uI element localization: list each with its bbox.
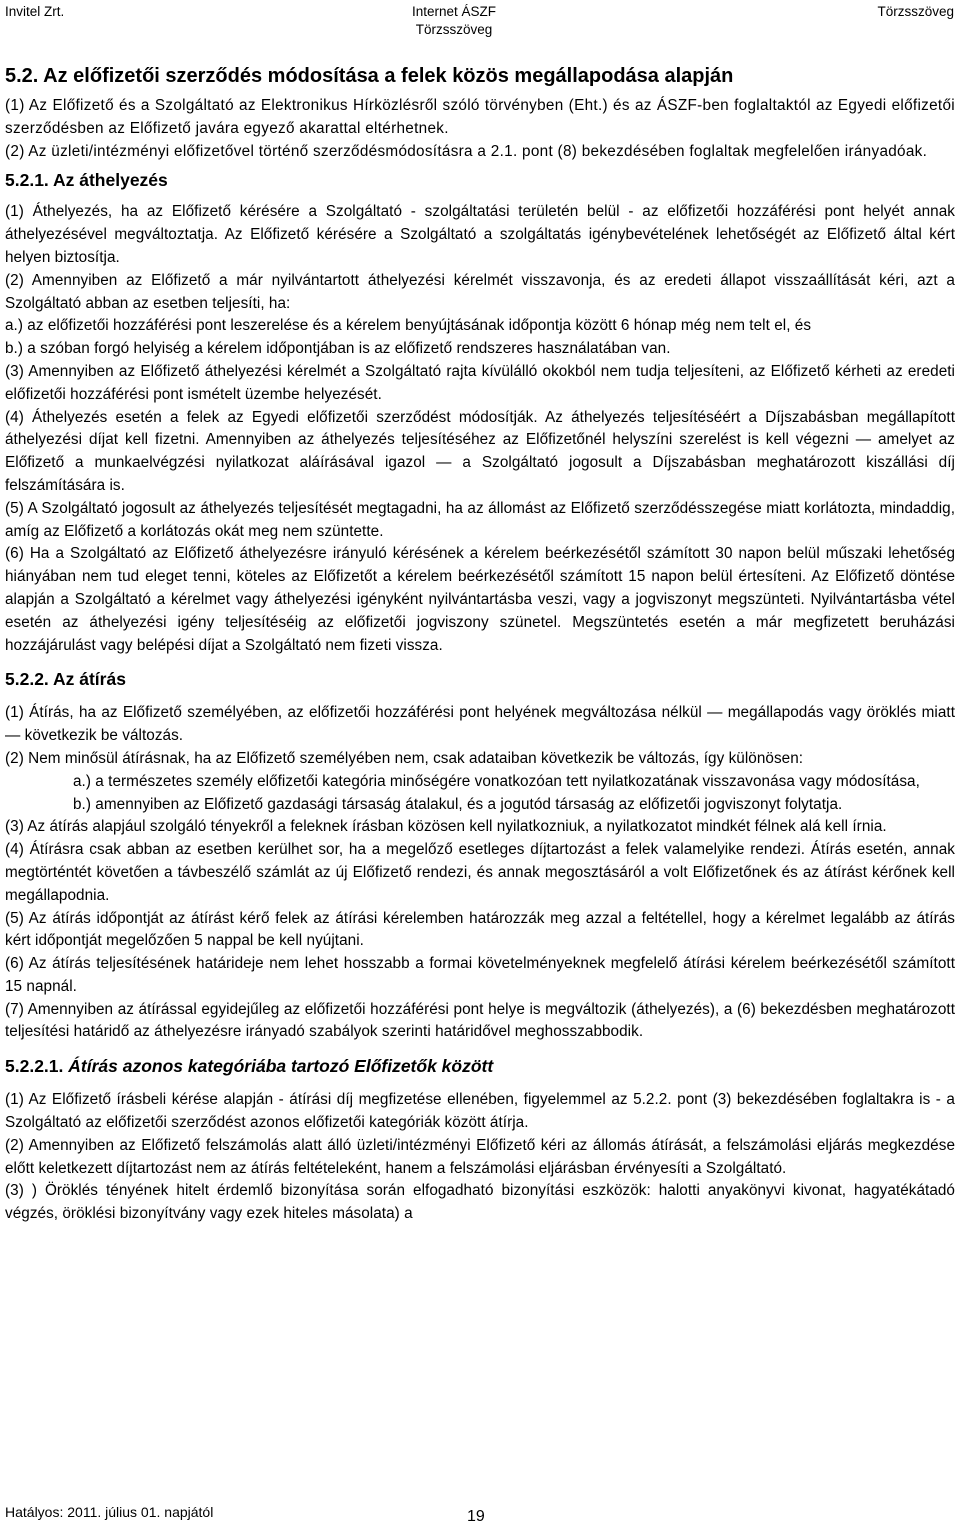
section-5-2-2-sub-item: a.) a természetes személy előfizetői kategória minőségére vonatkozóan tett nyilatkozatának visszavonása vagy módosítása, [73, 772, 920, 790]
section-5-2-2-paragraph: (7) Amennyiben az átírással egyidejűleg az előfizetői hozzáférési pont helye is megváltozik (áthelyezés), a (6) bekezdésben meghatározott teljesítési határidő az áthelyezésre irányadó szabályok szerinti határidővel meghosszabbodik. [5, 1000, 955, 1041]
section-5-2-2-paragraph: (6) Az átírás teljesítésének határideje nem lehet hosszabb a formai követelményeknek megfelelő átírási kérelem beérkezésétől számított 15 napnál. [5, 955, 955, 995]
section-5-2-paragraph: (1) Az Előfizető és a Szolgáltató az Elektronikus Hírközlésről szóló törvényben (Eht.) és az ÁSZF-ben foglaltaktól az Egyedi előfizetői szerződésben az Előfizető javára egyező akarattal eltérhetnek. [5, 97, 955, 137]
section-5-2-1-paragraph: (3) Amennyiben az Előfizető áthelyezési kérelmét a Szolgáltató rajta kívülálló okokból nem tudja teljesíteni, az Előfizető kérheti az eredeti előfizetői hozzáférési pont ismételt üzembe helyezését. [5, 362, 955, 403]
section-5-2-1-paragraph: a.) az előfizetői hozzáférési pont leszerelése és a kérelem benyújtásának időpontja között 6 hónap még nem telt el, és [5, 317, 812, 335]
section-5-2-2-1-paragraph: (2) Amennyiben az Előfizető felszámolás alatt álló üzleti/intézményi Előfizető kéri az állomás átírását, a felszámolási eljárás megkezdése előtt keletkezett díjtartozást nem az átírás feltételeként, hanem a felszámolási eljárásban érvényesíti a Szolgáltató. [5, 1136, 955, 1177]
section-5-2-2-paragraph: (5) Az átírás időpontját az átírást kérő felek az átírási kérelemben határozzák meg azzal a feltétellel, hogy a kérelmet legalább az átírás kért időpontját megelőzően 5 nappal be kell nyújtani. [5, 909, 955, 950]
section-5-2-2-1-number: 5.2.2.1. [5, 1056, 64, 1077]
document-body [5, 64, 955, 1226]
section-5-2-paragraph: (2) Az üzleti/intézményi előfizetővel történő szerződésmódosításra a 2.1. pont (8) bekezdésében foglaltak megfelelően irányadóak. [5, 142, 928, 160]
page-number: 19 [467, 1508, 485, 1525]
section-5-2-2-paragraph: (2) Nem minősül átírásnak, ha az Előfizető személyében nem, csak adataiban következik be változás, így különösen: [5, 749, 804, 767]
section-5-2-2-paragraph: (1) Átírás, ha az Előfizető személyében, az előfizetői hozzáférési pont helyének megváltozása nélkül — megállapodás vagy öröklés miatt — következik be változás. [5, 704, 955, 745]
section-5-2-2-paragraph: (4) Átírásra csak abban az esetben kerülhet sor, ha a megelőző esetleges díjtartozást a felek valamelyike rendezi. Átírás esetén, annak megtörténtét követően a távbeszélő számlát az új Előfizető rendezi, és annak megosztásáról a volt Előfizetőnek és az átírást kérőnek kell megállapodnia. [5, 841, 955, 904]
page-footer [0, 1500, 960, 1527]
section-5-2-1-paragraph: (2) Amennyiben az Előfizető a már nyilvántartott áthelyezési kérelmét visszavonja, és az eredeti állapot visszaállítását kéri, azt a Szolgáltató abban az esetben teljesíti, ha: [5, 271, 955, 312]
section-5-2-1-title: 5.2.1. Az áthelyezés [5, 170, 168, 191]
header-doc-type: Törzsszöveg [877, 4, 954, 19]
section-5-2-2-1-title [5, 1055, 955, 1077]
header-company: Invitel Zrt. [5, 4, 65, 19]
section-5-2-title: 5.2. Az előfizetői szerződés módosítása a felek közös megállapodása alapján [5, 65, 734, 87]
section-5-2-2-1-heading: Átírás azonos kategóriába tartozó Előfizetők között [68, 1056, 494, 1077]
section-5-2-2-1-paragraph: (3) ) Öröklés tényének hitelt érdemlő bizonyítása során elfogadható bizonyítási eszközök: halotti anyakönyvi kivonat, hagyatékátadó végzés, öröklési bizonyítvány vagy ezek hiteles másolata) a [5, 1182, 955, 1223]
footer-effective-date: Hatályos: 2011. július 01. napjától [5, 1504, 214, 1520]
section-5-2-2-1-paragraph: (1) Az Előfizető írásbeli kérése alapján - átírási díj megfizetése ellenében, figyelemmel az 5.2.2. pont (3) bekezdésében foglaltakra is - a Szolgáltató az előfizetői szerződést azonos előfizetői kategóriák között átírja. [5, 1091, 955, 1132]
header-doc-subtitle: Törzsszöveg [415, 22, 493, 37]
section-5-2-1-paragraph: b.) a szóban forgó helyiség a kérelem időpontjában is az előfizető rendszeres használatában van. [5, 340, 671, 358]
page-header [0, 0, 960, 60]
section-5-2-2-paragraph: (3) Az átírás alapjául szolgáló tényekről a feleknek írásban közösen kell nyilatkozniuk, a nyilatkozatot mindkét félnek alá kell írnia. [5, 818, 887, 836]
section-5-2-1-paragraph: (1) Áthelyezés, ha az Előfizető kérésére a Szolgáltató - szolgáltatási területén belül - az előfizetői hozzáférési pont helyét annak áthelyezésével megváltoztatja. Az Előfizető kérésére a Szolgáltató a szolgáltatás igénybevételének lehetőségét az Előfizető által kért helyen biztosítja. [5, 203, 955, 266]
header-doc-title-block [412, 3, 496, 39]
section-5-2-2-title: 5.2.2. Az átírás [5, 669, 126, 690]
section-5-2-1-paragraph: (4) Áthelyezés esetén a felek az Egyedi előfizetői szerződést módosítják. Az áthelyezés teljesítéséért a Díjszabásban megállapított áthelyezési díjat kell fizetni. Amennyiben az áthelyezés teljesítéséhez az Előfizetőnél helyszíni szerelést is kell végezni — amelyet az Előfizető a munkaelvégzési nyilatkozat aláírásával igazol — a Szolgáltató jogosult a Díjszabásban meghatározott kiszállási díj felszámítására is. [5, 408, 955, 494]
section-5-2-1-paragraph: (6) Ha a Szolgáltató az Előfizető áthelyezésre irányuló kérésének a kérelem beérkezésétől számított 30 napon belül műszaki lehetőség hiányában nem tud eleget tenni, köteles az Előfizetőt a kérelem beérkezésétől számított 15 napon belül értesíteni. Az Előfizető döntése alapján a Szolgáltató a kérelmet vagy áthelyezési igényként nyilvántartásba veszi, vagy a jogviszonyt megszünteti. Nyilvántartásba vétel esetén az áthelyezési igény teljesítéséig az előfizetői jogviszony szünetel. Megszüntetés esetén a már megfizetett beruházási hozzájárulást vagy belépési díjat a Szolgáltató nem fizeti vissza. [5, 545, 955, 654]
section-5-2-2-sub-item: b.) amennyiben az Előfizető gazdasági társaság átalakul, és a jogutód társaság az előfizetői jogviszonyt folytatja. [73, 795, 843, 813]
header-doc-title: Internet ÁSZF [412, 4, 497, 19]
section-5-2-1-paragraph: (5) A Szolgáltató jogosult az áthelyezés teljesítését megtagadni, ha az állomást az Előfizető szerződésszegése miatt korlátozta, mindaddig, amíg az Előfizető a korlátozás okát meg nem szüntette. [5, 499, 955, 540]
